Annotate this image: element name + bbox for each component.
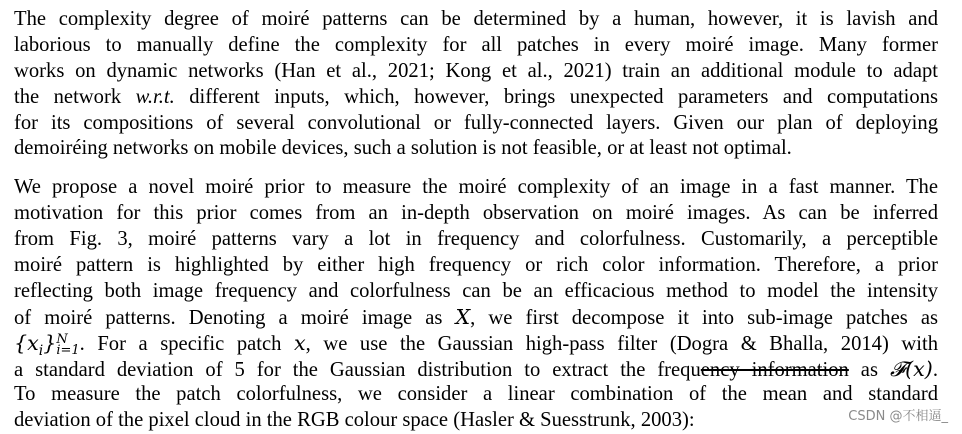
math-subscript: i	[38, 342, 44, 359]
math-function: 𝓕(x)	[889, 356, 933, 381]
math-subscript-range: i=1	[56, 342, 80, 358]
text-fragment: , we use the Gaussian high-pass filter (Dogra & Bhalla, 2014) with	[305, 332, 939, 355]
text-fragment: the network	[14, 85, 122, 108]
text-line: from Fig. 3, moiré patterns vary a lot in frequency and colorfulness. Customarily, a perceptible	[14, 228, 938, 251]
text-line-strike	[14, 357, 938, 383]
text-line: works on dynamic networks (Han et al., 2021; Kong et al., 2021) train an additional module to adapt	[14, 59, 938, 82]
text-fragment: of moiré patterns. Denoting a moiré image as	[14, 306, 443, 329]
text-line: motivation for this prior comes from an in-depth observation on moiré images. As can be inferred	[14, 202, 938, 225]
paragraph-1	[14, 7, 938, 162]
text-fragment: , we first decompose it into sub-image patches as	[470, 306, 938, 329]
text-fragment: a standard deviation of 5 for the Gaussian distribution to extract the frequ	[14, 358, 701, 381]
text-line-math-x	[14, 305, 938, 331]
text-line: deviation of the pixel cloud in the RGB colour space (Hasler & Suesstrunk, 2003):	[14, 409, 695, 432]
italic-abbrev: w.r.t.	[135, 85, 175, 108]
text-line: laborious to manually define the complexity for all patches in every moiré image. Many former	[14, 33, 938, 56]
math-set-open: {x	[14, 330, 39, 355]
struck-text: ency information	[700, 358, 849, 381]
text-line-math-set	[14, 331, 938, 357]
text-line: reflecting both image frequency and colorfulness can be an efficacious method to model the intensity	[14, 279, 938, 302]
text-line-wrt	[14, 85, 938, 111]
math-superscript: N	[56, 331, 68, 347]
text-fragment: . For a specific patch	[79, 332, 282, 355]
text-line: moiré pattern is highlighted by either high frequency or rich color information. Therefore, a prior	[14, 254, 938, 277]
text-line: for its compositions of several convolutional or fully-connected layers. Given our plan of deploying	[14, 111, 938, 134]
csdn-watermark: CSDN @不相逼_	[848, 409, 948, 424]
text-line: We propose a novel moiré prior to measure the moiré complexity of an image in a fast manner. The	[14, 176, 938, 199]
text-fragment: as	[848, 358, 878, 381]
text-line: demoiréing networks on mobile devices, such a solution is not feasible, or at least not optimal.	[14, 137, 792, 160]
math-limits	[56, 331, 80, 358]
text-fragment: different inputs, which, however, brings unexpected parameters and computations	[189, 85, 939, 108]
document-page	[14, 7, 938, 434]
math-variable: X	[455, 304, 471, 329]
text-fragment: .	[932, 358, 938, 381]
text-line: The complexity degree of moiré patterns can be determined by a human, however, it is lavish and	[14, 8, 938, 30]
math-variable: x	[294, 330, 306, 355]
text-line: To measure the patch colorfulness, we consider a linear combination of the mean and standard	[14, 383, 938, 406]
math-set-close: }	[43, 330, 57, 355]
paragraph-2	[14, 175, 938, 434]
